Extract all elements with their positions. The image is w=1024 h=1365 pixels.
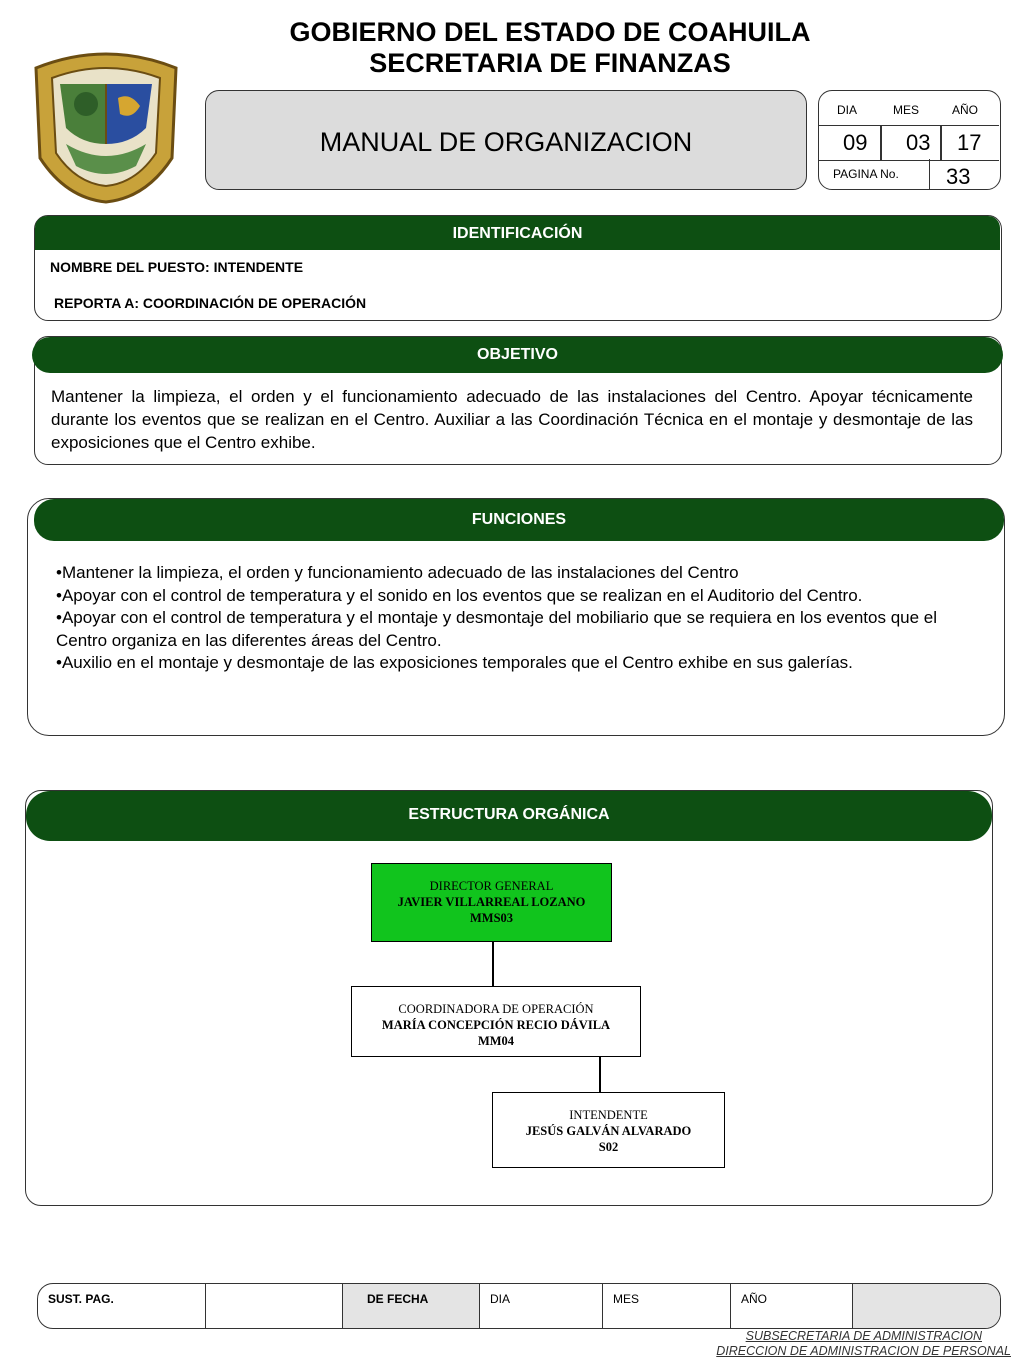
- ano-value: 17: [957, 130, 982, 155]
- org-box-coordinadora: [351, 986, 641, 1057]
- mes-value: 03: [906, 130, 931, 155]
- ano-label: AÑO: [952, 103, 979, 117]
- de-fecha-text: DE FECHA: [367, 1292, 429, 1306]
- org-box-intendente: [492, 1092, 725, 1168]
- org-box-director: [371, 863, 612, 942]
- coordinadora-cargo: COORDINADORA DE OPERACIÓN: [398, 1002, 594, 1016]
- funciones-header: FUNCIONES: [34, 499, 1004, 541]
- secretariat-title: SECRETARIA DE FINANZAS: [369, 48, 731, 78]
- date-values-row: [819, 125, 999, 161]
- pagina-label: PAGINA No.: [833, 167, 899, 181]
- director-cargo: DIRECTOR GENERAL: [429, 879, 554, 893]
- objetivo-section: [34, 336, 1002, 465]
- mes-label: MES: [893, 103, 920, 117]
- director-nombre: JAVIER VILLARREAL LOZANO: [397, 895, 586, 909]
- identificacion-section: [34, 215, 1002, 321]
- coat-of-arms-logo: [26, 48, 186, 204]
- funciones-list: [56, 562, 991, 675]
- manual-title-box: [205, 90, 807, 190]
- pagina-cell: [929, 159, 1000, 189]
- funcion-item: •Apoyar con el control de temperatura y el montaje y desmontaje del mobiliario que se requiera en los eventos que el Centro organiza en las diferentes áreas del Centro.: [56, 608, 938, 650]
- subsecretaria-label: SUBSECRETARIA DE ADMINISTRACION: [745, 1329, 982, 1343]
- funcion-item: •Auxilio en el montaje y desmontaje de las exposiciones temporales que el Centro exhibe en sus galerías.: [56, 653, 853, 672]
- org-connector: [599, 1057, 601, 1092]
- footer-dia-cell: [480, 1284, 603, 1329]
- de-fecha-label: [343, 1284, 480, 1329]
- footer-ano-text: AÑO: [741, 1292, 768, 1306]
- sust-pag-label: [38, 1284, 206, 1329]
- estructura-header: ESTRUCTURA ORGÁNICA: [26, 791, 992, 841]
- objetivo-header: OBJETIVO: [32, 337, 1003, 373]
- funciones-section: [27, 498, 1005, 736]
- reporta-label: REPORTA A: COORDINACIÓN DE OPERACIÓN: [54, 295, 367, 311]
- funcion-item: •Apoyar con el control de temperatura y el sonido en los eventos que se realizan en el Auditorio del Centro.: [56, 585, 863, 605]
- date-box: [818, 90, 1001, 190]
- funcion-item: •Mantener la limpieza, el orden y funcionamiento adecuado de las instalaciones del Centro: [56, 563, 739, 582]
- footer-mes-text: MES: [613, 1292, 640, 1306]
- dia-value: 09: [843, 130, 868, 155]
- direccion-label: DIRECCION DE ADMINISTRACION DE PERSONAL: [716, 1344, 1011, 1358]
- director-clave: MMS03: [469, 911, 514, 925]
- objetivo-text: Mantener la limpieza, el orden y el funcionamiento adecuado de las instalaciones del Centro. Apoyar técnicamente durante los eventos que se realizan en el Centro. Auxiliar a las Coordinación Técnica en el montaje y desmontaje de las exposiciones que el Centro exhibe.: [51, 387, 973, 452]
- date-divider: [880, 126, 882, 160]
- puesto-label: NOMBRE DEL PUESTO: INTENDENTE: [50, 259, 304, 275]
- sust-pag-value: [206, 1284, 343, 1329]
- government-title: GOBIERNO DEL ESTADO DE COAHUILA: [289, 17, 811, 47]
- footer-empty-cell: [853, 1284, 1001, 1329]
- intendente-cargo: INTENDENTE: [569, 1108, 648, 1122]
- coordinadora-clave: MM04: [477, 1034, 515, 1048]
- footer-mes-cell: [603, 1284, 731, 1329]
- pagina-value: 33: [946, 164, 971, 189]
- manual-title: MANUAL DE ORGANIZACION: [319, 127, 693, 157]
- intendente-clave: S02: [598, 1140, 619, 1154]
- intendente-nombre: JESÚS GALVÁN ALVARADO: [525, 1124, 692, 1138]
- sust-pag-text: SUST. PAG.: [48, 1292, 114, 1306]
- dia-label: DIA: [837, 103, 858, 117]
- footer-table: [37, 1283, 1001, 1329]
- coordinadora-nombre: MARÍA CONCEPCIÓN RECIO DÁVILA: [381, 1018, 611, 1032]
- footer-ano-cell: [731, 1284, 853, 1329]
- identificacion-header: IDENTIFICACIÓN: [35, 216, 1000, 250]
- footer-dia-text: DIA: [490, 1292, 511, 1306]
- date-divider: [940, 126, 942, 160]
- org-connector: [492, 942, 494, 986]
